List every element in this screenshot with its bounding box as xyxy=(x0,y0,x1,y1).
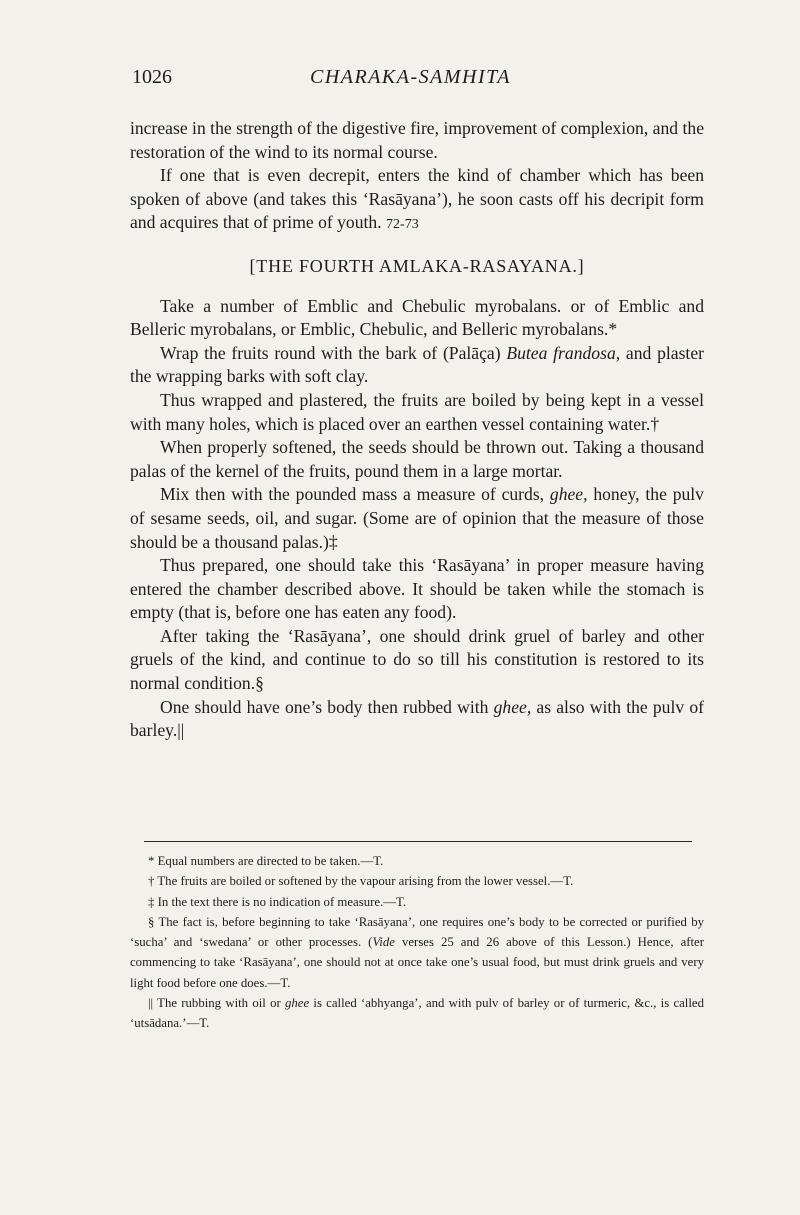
footnotes xyxy=(130,851,704,1034)
text-span: and plaster the wrapping barks with soft clay. xyxy=(130,342,704,387)
italic-term: ghee, xyxy=(549,484,588,505)
italic-term: ghee xyxy=(284,996,310,1011)
italic-term: ghee, xyxy=(493,696,532,717)
paragraph-rubbed xyxy=(130,696,704,743)
paragraph-boiling: Thus wrapped and plastered, the fruits are boiled by being kept in a vessel with many holes, which is placed over an earthen vessel containing water.† xyxy=(130,389,704,434)
italic-term: Butea frandosa, xyxy=(506,342,621,363)
paragraph-prepared: Thus prepared, one should take this ‘Rasāyana’ in proper measure having entered the chamber described above. It should be taken while the stomach is empty (that is, before one has eaten any food). xyxy=(130,555,704,623)
paragraph-gruel: After taking the ‘Rasāyana’, one should drink gruel of barley and other gruels of the kind, and continue to do so till his constitution is restored to its normal condition.§ xyxy=(130,625,704,694)
footnote-3: ‡ In the text there is no indication of measure.—T. xyxy=(148,894,407,909)
text-span: || The rubbing with oil or xyxy=(148,996,285,1011)
text-span: is called ‘abhyanga’, and with pulv of barley or of turmeric, &c., is called ‘utsādana.’—T. xyxy=(130,996,704,1031)
page-number: 1026 xyxy=(132,66,172,88)
paragraph-myrobalans: Take a number of Emblic and Chebulic myrobalans. or of Emblic and Belleric myrobalans, or Emblic, Chebulic, and Belleric myrobalans.* xyxy=(130,295,704,340)
text-span: verses 25 and 26 above of this Lesson.) Hence, after commencing to take ‘Rasāyana’, one should not at once take one’s usual food, but must drink gruels and very light food before one does.—T. xyxy=(130,935,705,990)
text-span: One should have one’s body then rubbed with xyxy=(160,696,494,717)
footnote-5 xyxy=(130,993,704,1034)
text-span: Wrap the fruits round with the bark of (Palāça) xyxy=(160,342,507,363)
text-span: honey, the pulv of sesame seeds, oil, and sugar. (Some are of opinion that the measure of those should be a thousand palas.)‡ xyxy=(130,484,704,552)
text-span: Mix then with the pounded mass a measure of curds, xyxy=(160,484,550,505)
text-span: § The fact is, before beginning to take ‘Rasāyana’, one requires one’s body to be corrected or purified by ‘sucha’ and ‘swedana’ or other processes. ( xyxy=(130,914,704,950)
paragraph-seeds: When properly softened, the seeds should be thrown out. Taking a thousand palas of the kernel of the fruits, pound them in a large mortar. xyxy=(130,437,704,481)
paragraph-decrepit-text: If one that is even decrepit, enters the kind of chamber which has been spoken of above (and takes this ‘Rasāyana’), he soon casts off his decripit form and acquires that of prime of youth. xyxy=(130,165,704,233)
section-heading: [THE FOURTH AMLAKA-RASAYANA.] xyxy=(249,255,585,276)
paragraph-mix xyxy=(130,483,704,554)
footnote-2: † The fruits are boiled or softened by the vapour arising from the lower vessel.—T. xyxy=(148,874,574,889)
italic-term: Vide xyxy=(372,935,395,950)
footnote-divider xyxy=(144,841,692,842)
page-header xyxy=(0,66,800,96)
paragraph-continuation: increase in the strength of the digestive fire, improvement of complexion, and the restoration of the wind to its normal course. xyxy=(130,118,704,162)
footnote-1: * Equal numbers are directed to be taken.—T. xyxy=(148,854,384,868)
body-text xyxy=(130,117,704,743)
paragraph-decrepit xyxy=(130,164,704,237)
verse-number: 72-73 xyxy=(386,217,419,233)
footnote-4 xyxy=(130,912,704,993)
running-head: CHARAKA-SAMHITA xyxy=(310,66,511,88)
paragraph-wrap-fruits xyxy=(130,342,704,389)
text-span: as also with the pulv of barley.|| xyxy=(130,696,704,741)
